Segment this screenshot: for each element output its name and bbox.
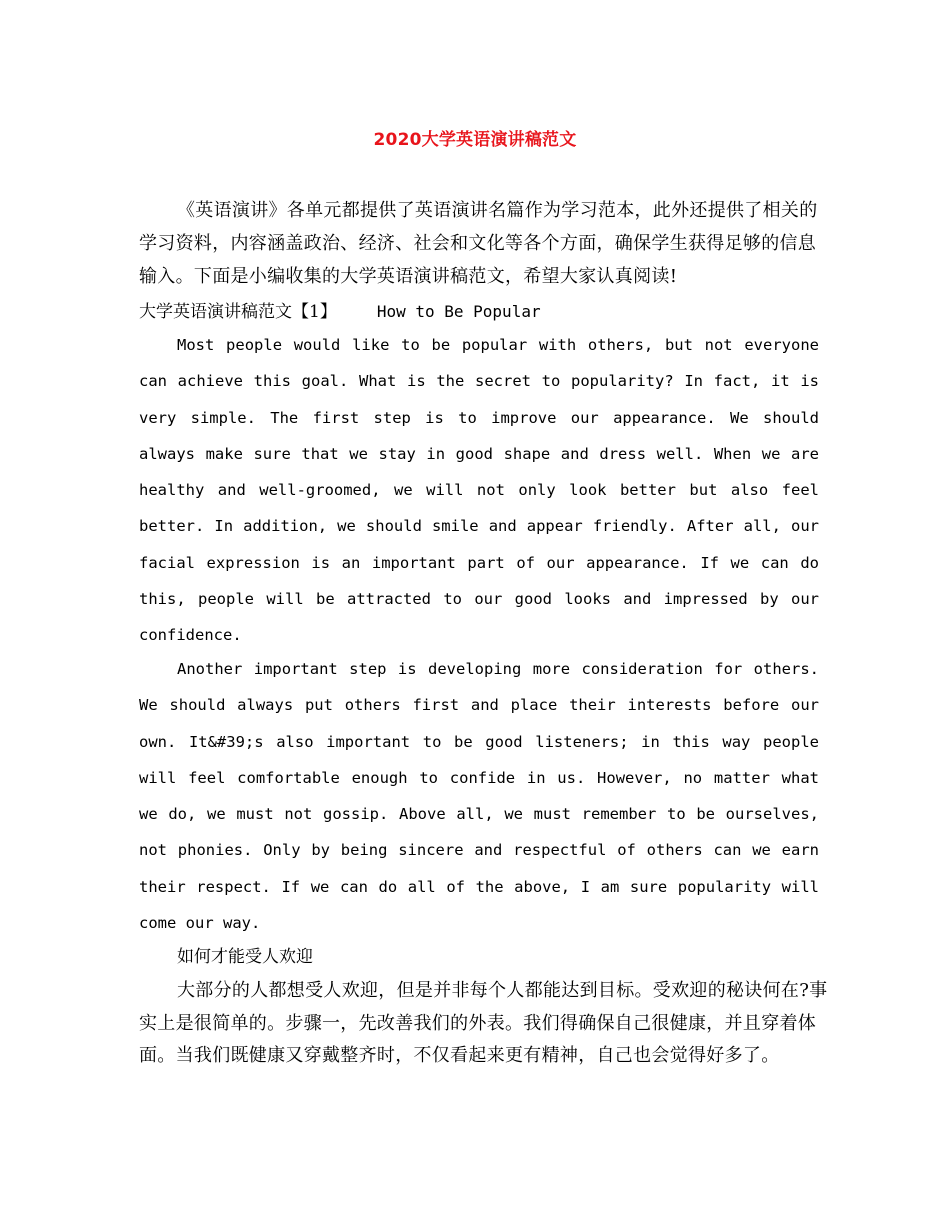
section-heading-line	[139, 300, 541, 324]
intro-paragraph: 《英语演讲》各单元都提供了英语演讲名篇作为学习范本，此外还提供了相关的学习资料，内容涵盖政治、经济、社会和文化等各个方面，确保学生获得足够的信息输入。下面是小编收集的大学英语演讲稿范文，希望大家认真阅读!	[139, 200, 818, 287]
section-heading: 大学英语演讲稿范文【1】	[139, 302, 337, 322]
document-title: 2020大学英语演讲稿范文	[373, 130, 577, 150]
speech-title-en: How to Be Popular	[376, 302, 541, 321]
english-paragraph-2: Another important step is developing more consideration for others. We should always put others first and place their interests before our own. It&#39;s also important to be good listeners; in this way people will feel comfortable enough to confide in us. However, no matter what we do, we must not gossip. Above all, we must remember to be ourselves, not phonies. Only by being sincere and respectful of others can we earn their respect. If we can do all of the above, I am sure popularity will come our way.	[139, 660, 819, 933]
chinese-heading: 如何才能受人欢迎	[177, 947, 313, 967]
chinese-paragraph: 大部分的人都想受人欢迎，但是并非每个人都能达到目标。受欢迎的秘诀何在?事实上是很简单的。步骤一，先改善我们的外表。我们得确保自己很健康，并且穿着体面。当我们既健康又穿戴整齐时，不仅看起来更有精神，自己也会觉得好多了。	[139, 980, 828, 1066]
english-paragraph-1: Most people would like to be popular with others, but not everyone can achieve this goal. What is the secret to popularity? In fact, it is very simple. The first step is to improve our appearance. We should always make sure that we stay in good shape and dress well. When we are healthy and well-groomed, we will not only look better but also feel better. In addition, we should smile and appear friendly. After all, our facial expression is an important part of our appearance. If we can do this, people will be attracted to our good looks and impressed by our confidence.	[139, 336, 819, 645]
